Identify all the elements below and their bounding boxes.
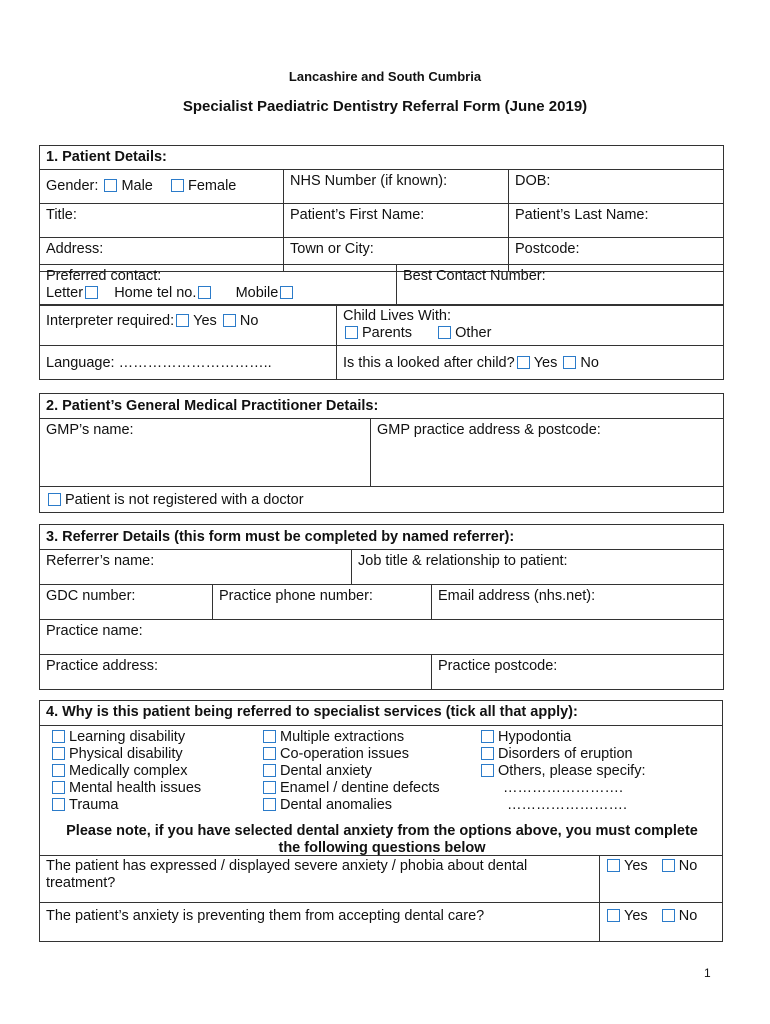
interpreter-cell	[40, 305, 337, 346]
form-title: Specialist Paediatric Dentistry Referral Form (June 2019)	[182, 98, 588, 115]
other-checkbox[interactable]	[438, 326, 451, 339]
not-registered-label: Patient is not registered with a doctor	[65, 492, 304, 508]
reason-item: Medically complex	[50, 763, 260, 780]
q1-no-checkbox[interactable]	[662, 859, 675, 872]
reason-item: Co-operation issues	[261, 746, 481, 763]
title-field[interactable]	[40, 204, 284, 238]
organisation-heading: Lancashire and South Cumbria	[288, 69, 482, 84]
town-label: Town or City:	[290, 241, 374, 257]
reason-item: Multiple extractions	[261, 729, 481, 746]
reason-checkbox[interactable]	[481, 730, 494, 743]
child-lives-cell	[337, 305, 724, 346]
interpreter-yes-label: Yes	[193, 313, 217, 329]
q2-yes-label: Yes	[624, 908, 648, 924]
language-label: Language: …………………………..	[46, 355, 272, 371]
looked-after-cell	[337, 346, 724, 380]
other-specify-line[interactable]: …………………….	[503, 780, 624, 796]
dob-field[interactable]	[509, 170, 724, 204]
referrer-name-label: Referrer’s name:	[46, 553, 155, 569]
gmp-section	[39, 393, 724, 513]
child-lives-label: Child Lives With:	[343, 308, 451, 324]
interpreter-label: Interpreter required:	[46, 313, 175, 329]
q1-no-label: No	[678, 858, 698, 874]
mobile-label: Mobile	[235, 285, 279, 301]
email-field[interactable]	[432, 585, 724, 620]
reason-item: Learning disability	[50, 729, 260, 746]
referrer-section	[39, 524, 724, 690]
practice-address-label: Practice address:	[46, 658, 159, 674]
gmp-address-label: GMP practice address & postcode:	[377, 422, 601, 438]
q2-yes-checkbox[interactable]	[607, 909, 620, 922]
anxiety-note: Please note, if you have selected dental anxiety from the options above, you must complete the following questions below	[66, 823, 698, 856]
interpreter-no-label: No	[239, 313, 259, 329]
female-label: Female	[188, 178, 237, 194]
first-name-label: Patient’s First Name:	[290, 207, 425, 223]
female-checkbox[interactable]	[171, 179, 184, 192]
page-number: 1	[704, 966, 711, 980]
reason-item: Physical disability	[50, 746, 260, 763]
patient-details-section	[39, 145, 724, 272]
reason-item: Mental health issues	[50, 780, 260, 797]
nhs-number-field[interactable]	[284, 170, 509, 204]
section-4-heading: 4. Why is this patient being referred to specialist services (tick all that apply):	[46, 704, 578, 720]
home-tel-checkbox[interactable]	[198, 286, 211, 299]
parents-checkbox[interactable]	[345, 326, 358, 339]
reason-checkbox[interactable]	[263, 781, 276, 794]
reason-checkbox[interactable]	[52, 730, 65, 743]
practice-name-label: Practice name:	[46, 623, 143, 639]
job-title-label: Job title & relationship to patient:	[358, 553, 568, 569]
best-contact-field[interactable]	[397, 265, 724, 306]
reason-checkbox[interactable]	[52, 781, 65, 794]
gender-cell	[40, 170, 284, 204]
reason-checkbox[interactable]	[52, 798, 65, 811]
looked-after-no-checkbox[interactable]	[563, 356, 576, 369]
job-title-field[interactable]	[352, 550, 724, 585]
interpreter-yes-checkbox[interactable]	[176, 314, 189, 327]
email-label: Email address (nhs.net):	[438, 588, 596, 604]
section-2-heading: 2. Patient’s General Medical Practitioner Details:	[40, 394, 724, 419]
reason-item: Hypodontia	[479, 729, 719, 746]
reason-item: Dental anxiety	[261, 763, 481, 780]
other-label: Other	[455, 325, 492, 341]
male-label: Male	[121, 178, 153, 194]
reason-checkbox[interactable]	[263, 764, 276, 777]
looked-after-yes-checkbox[interactable]	[517, 356, 530, 369]
q1-answer	[605, 858, 697, 874]
interpreter-section	[39, 304, 724, 380]
practice-postcode-label: Practice postcode:	[438, 658, 558, 674]
title-label: Title:	[46, 207, 77, 223]
q1-yes-label: Yes	[624, 858, 648, 874]
practice-postcode-field[interactable]	[432, 655, 724, 690]
practice-name-field[interactable]	[40, 620, 724, 655]
gdc-number-label: GDC number:	[46, 588, 136, 604]
reasons-column-1	[50, 729, 260, 814]
reason-item: Enamel / dentine defects	[261, 780, 481, 797]
preferred-contact-cell	[40, 265, 397, 306]
best-contact-label: Best Contact Number:	[403, 268, 546, 284]
letter-label: Letter	[46, 285, 84, 301]
reason-item: Trauma	[50, 797, 260, 814]
practice-phone-label: Practice phone number:	[219, 588, 373, 604]
reason-checkbox[interactable]	[481, 764, 494, 777]
gmp-name-label: GMP’s name:	[46, 422, 134, 438]
gender-label: Gender:	[46, 178, 99, 194]
referrer-name-field[interactable]	[40, 550, 352, 585]
preferred-contact-label: Preferred contact:	[46, 268, 162, 284]
reason-checkbox[interactable]	[481, 747, 494, 760]
section-3-heading: 3. Referrer Details (this form must be completed by named referrer):	[40, 525, 724, 550]
gmp-name-field[interactable]	[40, 419, 371, 487]
reason-item: Others, please specify:	[479, 763, 719, 780]
section-1-heading: 1. Patient Details:	[40, 146, 724, 170]
reason-item: Disorders of eruption	[479, 746, 719, 763]
practice-address-field[interactable]	[40, 655, 432, 690]
reason-item: Dental anomalies	[261, 797, 481, 814]
dob-label: DOB:	[515, 173, 551, 189]
gmp-address-field[interactable]	[371, 419, 724, 487]
q1-yes-checkbox[interactable]	[607, 859, 620, 872]
anxiety-question-2: The patient’s anxiety is preventing them from accepting dental care?	[46, 908, 485, 924]
not-registered-cell	[40, 487, 724, 513]
postcode-label: Postcode:	[515, 241, 580, 257]
nhs-number-label: NHS Number (if known):	[290, 173, 448, 189]
reason-checkbox[interactable]	[52, 747, 65, 760]
other-specify-line[interactable]: …………………….	[507, 797, 628, 813]
contact-section	[39, 264, 724, 306]
interpreter-no-checkbox[interactable]	[223, 314, 236, 327]
q2-no-checkbox[interactable]	[662, 909, 675, 922]
anxiety-question-1: The patient has expressed / displayed severe anxiety / phobia about dental treatment?	[46, 858, 528, 891]
reason-checkbox[interactable]	[263, 730, 276, 743]
q2-no-label: No	[678, 908, 698, 924]
home-tel-label: Home tel no.	[114, 285, 197, 301]
looked-after-no-label: No	[580, 355, 599, 371]
language-field[interactable]	[40, 346, 337, 380]
last-name-label: Patient’s Last Name:	[515, 207, 649, 223]
practice-phone-field[interactable]	[213, 585, 432, 620]
reason-checkbox[interactable]	[263, 798, 276, 811]
gdc-number-field[interactable]	[40, 585, 213, 620]
not-registered-checkbox[interactable]	[48, 493, 61, 506]
first-name-field[interactable]	[284, 204, 509, 238]
reason-checkbox[interactable]	[52, 764, 65, 777]
referral-reasons-section	[39, 700, 723, 942]
q2-answer	[605, 908, 697, 924]
address-label: Address:	[46, 241, 104, 257]
reasons-column-3	[479, 729, 719, 814]
last-name-field[interactable]	[509, 204, 724, 238]
reasons-column-2	[261, 729, 481, 814]
male-checkbox[interactable]	[104, 179, 117, 192]
looked-after-yes-label: Yes	[533, 355, 558, 371]
looked-after-label: Is this a looked after child?	[343, 355, 515, 371]
mobile-checkbox[interactable]	[280, 286, 293, 299]
reason-checkbox[interactable]	[263, 747, 276, 760]
parents-label: Parents	[362, 325, 412, 341]
letter-checkbox[interactable]	[85, 286, 98, 299]
